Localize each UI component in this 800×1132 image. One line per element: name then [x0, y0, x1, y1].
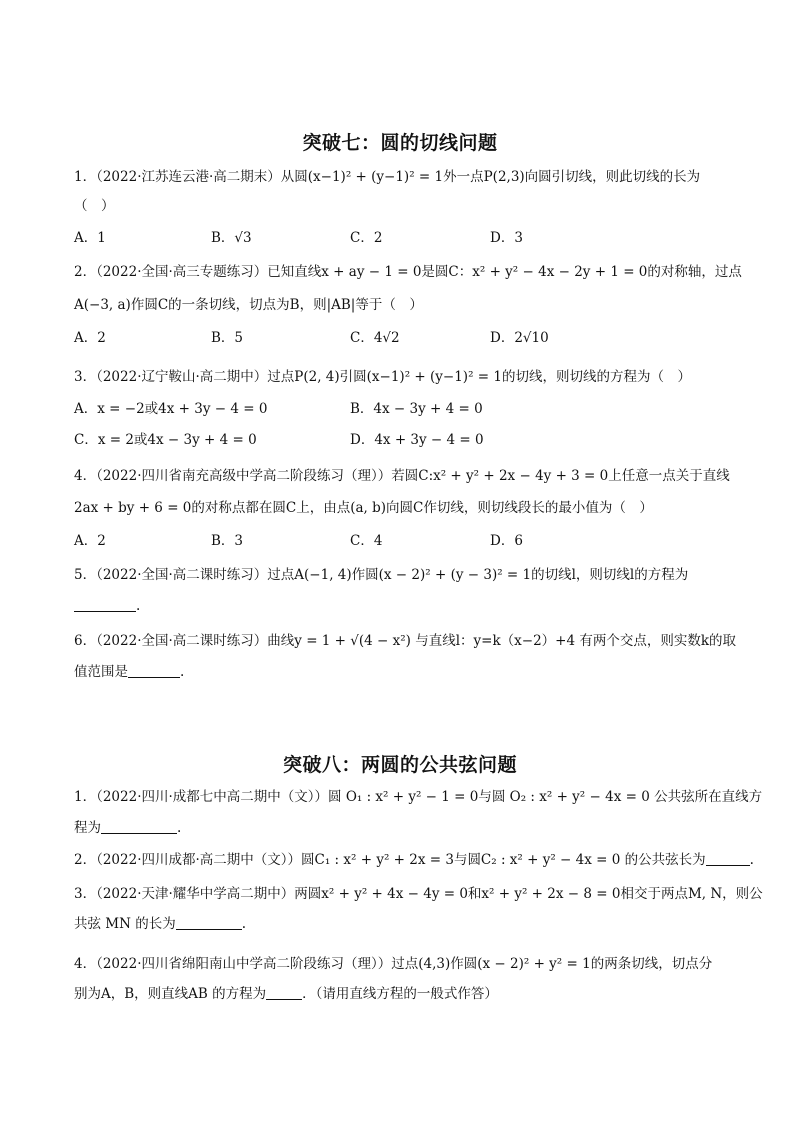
q7-1-option-b: B．√3 — [211, 230, 252, 246]
q7-4-option-b: B．3 — [211, 533, 244, 549]
period: . — [180, 664, 185, 680]
q8-1-line1: 1．（2022·四川·成都七中高二期中（文））圆 O₁ : x² + y² − 1 = 0与圆 O₂ : x² + y² − 4x = 0 公共弦所在直线方 — [74, 789, 763, 805]
q7-1-line1: 1．（2022·江苏连云港·高二期末）从圆(x−1)² + (y−1)² = 1外一点P(2,3)向圆引切线，则此切线的长为 — [74, 169, 701, 185]
q7-4-option-d: D．6 — [490, 533, 523, 549]
q7-5-line1: 5．（2022·全国·高二课时练习）过点A(−1, 4)作圆(x − 2)² + (y − 3)² = 1的切线l，则切线l的方程为 — [74, 567, 689, 583]
q7-3-line1: 3．（2022·辽宁鞍山·高二期中）过点P(2, 4)引圆(x−1)² + (y−1)² = 1的切线，则切线的方程为（ ） — [74, 369, 691, 385]
q7-5-answer-line — [74, 596, 740, 616]
q8-4-line2-text: 别为A，B，则直线AB 的方程为 — [74, 986, 267, 1002]
q7-2-option-c: C．4√2 — [350, 330, 400, 346]
q7-2-option-b: B．5 — [211, 330, 244, 346]
period: . — [177, 820, 182, 836]
q8-2-line1 — [74, 850, 754, 870]
q7-1-line2: （ ） — [74, 198, 115, 214]
q7-4-line2: 2ax + by + 6 = 0的对称点都在圆C上，由点(a, b)向圆C作切线，则切线段长的最小值为（ ） — [74, 500, 653, 516]
q8-4-line2-tail: ．（请用直线方程的一般式作答） — [302, 986, 498, 1002]
q8-4-line2 — [74, 984, 740, 1004]
q7-3-option-b: B．4x − 3y + 4 = 0 — [350, 401, 483, 417]
section-title-7: 突破七：圆的切线问题 — [302, 132, 498, 154]
q7-3-option-c: C．x = 2或4x − 3y + 4 = 0 — [74, 432, 257, 448]
q7-4-option-a: A．2 — [74, 533, 106, 549]
q7-6-line2-text: 值范围是 — [74, 664, 128, 680]
section-title-8: 突破八：两圆的公共弦问题 — [282, 754, 517, 776]
q8-1-line2 — [74, 818, 740, 838]
q7-1-option-a: A．1 — [74, 230, 106, 246]
q8-3-line2-text: 共弦 MN 的长为 — [74, 916, 176, 932]
q8-2-text: 2．（2022·四川成都·高二期中（文））圆C₁ : x² + y² + 2x = 3与圆C₂ : x² + y² − 4x = 0 的公共弦长为 — [74, 852, 706, 868]
q7-4-line1: 4．（2022·四川省南充高级中学高二阶段练习（理））若圆C:x² + y² + 2x − 4y + 3 = 0上任意一点关于直线 — [74, 468, 730, 484]
answer-blank — [706, 851, 750, 866]
q7-3-option-a: A．x = −2或4x + 3y − 4 = 0 — [74, 401, 268, 417]
answer-blank — [128, 663, 180, 678]
q7-6-line1: 6．（2022·全国·高二课时练习）曲线y = 1 + √(4 − x²) 与直线l：y=k（x−2）+4 有两个交点，则实数k的取 — [74, 633, 737, 649]
q7-2-line1: 2．（2022·全国·高三专题练习）已知直线x + ay − 1 = 0是圆C：x² + y² − 4x − 2y + 1 = 0的对称轴，过点 — [74, 264, 742, 280]
answer-blank — [266, 985, 302, 1000]
period: . — [241, 916, 247, 932]
q8-1-line2-text: 程为 — [74, 820, 101, 836]
answer-blank — [176, 915, 242, 930]
q7-4-option-c: C．4 — [350, 533, 383, 549]
period: . — [136, 598, 141, 614]
answer-blank — [101, 819, 177, 834]
q7-1-option-c: C．2 — [350, 230, 383, 246]
q8-4-line1: 4．（2022·四川省绵阳南山中学高二阶段练习（理））过点(4,3)作圆(x − 2)² + y² = 1的两条切线，切点分 — [74, 956, 713, 972]
q7-2-line2: A(−3, a)作圆C的一条切线，切点为B，则|AB|等于（ ） — [74, 297, 423, 313]
q7-6-line2 — [74, 662, 740, 682]
period: . — [749, 852, 754, 868]
q8-3-line1: 3．（2022·天津·耀华中学高二期中）两圆x² + y² + 4x − 4y = 0和x² + y² + 2x − 8 = 0相交于两点M, N，则公 — [74, 886, 763, 902]
q7-2-option-a: A．2 — [74, 330, 106, 346]
q8-3-line2 — [74, 914, 740, 934]
answer-blank — [74, 597, 136, 612]
q7-2-option-d: D．2√10 — [490, 330, 549, 346]
q7-3-option-d: D．4x + 3y − 4 = 0 — [350, 432, 484, 448]
q7-1-option-d: D．3 — [490, 230, 523, 246]
